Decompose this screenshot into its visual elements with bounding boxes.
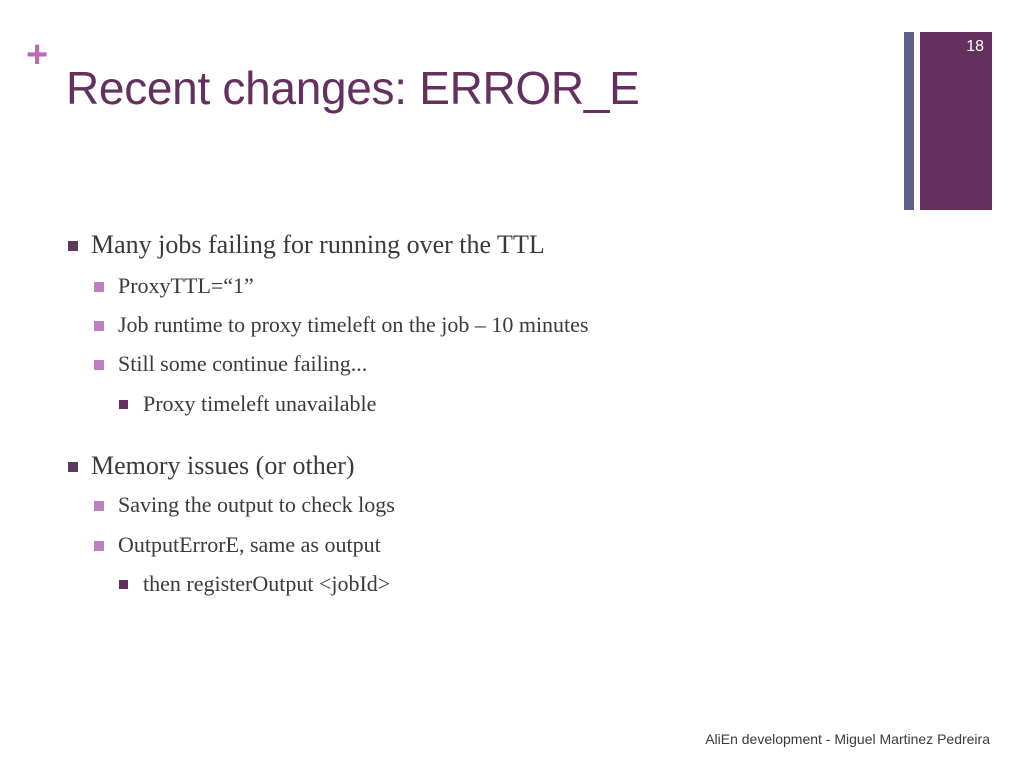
bullet-text: OutputErrorE, same as output	[118, 532, 381, 557]
bullet-item-level1	[91, 230, 545, 260]
square-bullet-icon	[68, 241, 78, 251]
square-bullet-icon	[94, 282, 104, 292]
square-bullet-icon	[94, 501, 104, 511]
plus-icon: +	[26, 34, 49, 76]
bullet-text: Still some continue failing...	[118, 351, 368, 376]
bullet-text: then registerOutput <jobId>	[143, 571, 391, 596]
bullet-item-level1	[91, 451, 355, 481]
square-bullet-icon	[94, 321, 104, 331]
square-bullet-icon	[94, 541, 104, 551]
slide-number: 18	[966, 38, 984, 55]
bullet-text: Saving the output to check logs	[118, 492, 395, 517]
bullet-text: Memory issues (or other)	[91, 451, 355, 480]
bullet-item-level2	[118, 351, 367, 377]
slide-title: Recent changes: ERROR_E	[66, 62, 640, 114]
square-bullet-icon	[119, 400, 128, 409]
bullet-item-level2	[118, 312, 589, 338]
footer-text: AliEn development - Miguel Martinez Pedreira	[705, 731, 990, 747]
bullet-item-level3	[143, 391, 376, 417]
square-bullet-icon	[68, 462, 78, 472]
bullet-text: Proxy timeleft unavailable	[143, 391, 377, 416]
bullet-item-level2	[118, 273, 254, 299]
square-bullet-icon	[94, 360, 104, 370]
square-bullet-icon	[119, 580, 128, 589]
bullet-text: Job runtime to proxy timeleft on the job – 10 minutes	[118, 312, 589, 337]
bullet-item-level2	[118, 532, 381, 558]
bullet-item-level2	[118, 492, 395, 518]
bullet-item-level3	[143, 571, 390, 597]
bullet-text: Many jobs failing for running over the TTL	[91, 230, 545, 259]
bullet-text: ProxyTTL=“1”	[118, 273, 254, 298]
